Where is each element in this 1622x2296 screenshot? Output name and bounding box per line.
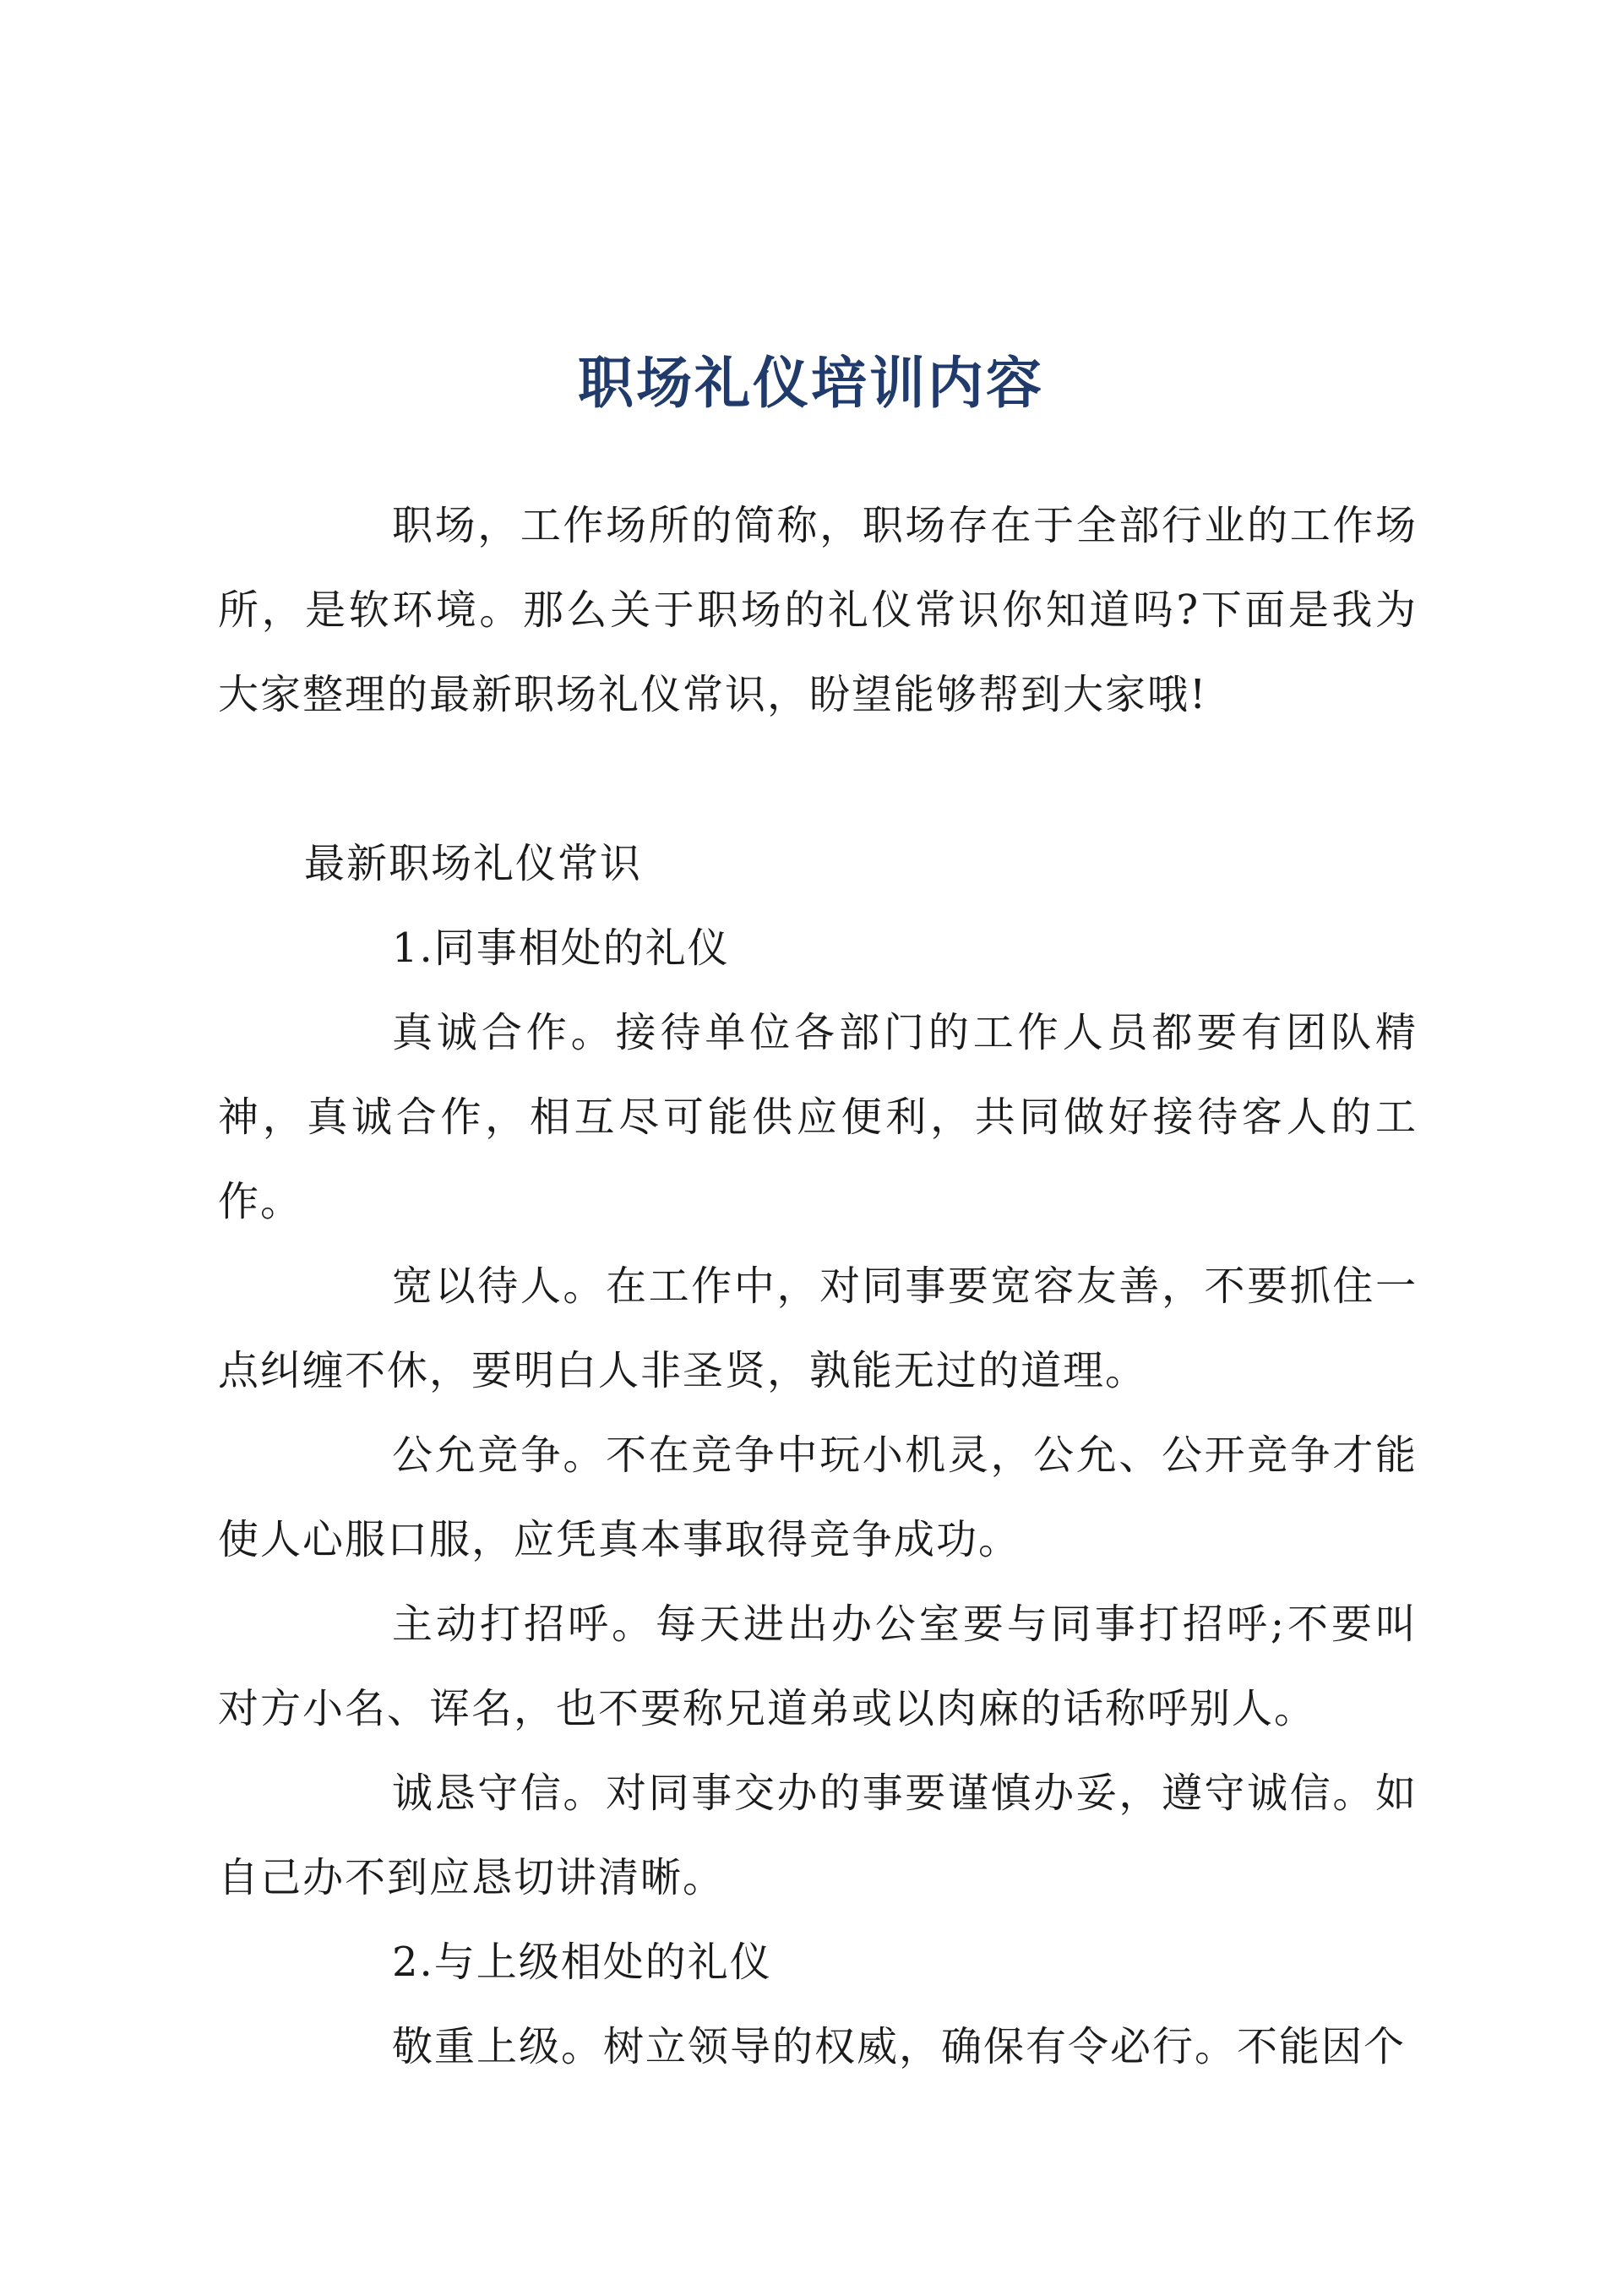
paragraph-fair-competition: 公允竞争。不在竞争中玩小机灵，公允、公开竞争才能使人心服口服，应凭真本事取得竞争成功。 (218, 1432, 1418, 1563)
intro-paragraph: 职场，工作场所的简称，职场存在于全部行业的工作场所，是软环境。那么关于职场的礼仪常识你知道吗?下面是我为大家整理的最新职场礼仪常识，盼望能够帮到大家哦! (218, 502, 1418, 718)
subsection-heading-1: 1.同事相处的礼仪 (392, 924, 730, 972)
paragraph-sincere-cooperation: 真诚合作。接待单位各部门的工作人员都要有团队精神，真诚合作，相互尽可能供应便利，共同做好接待客人的工作。 (218, 1009, 1418, 1225)
paragraph-spacer (218, 737, 1418, 821)
document-body (218, 483, 1418, 2089)
paragraph-honesty: 诚恳守信。对同事交办的事要谨慎办妥，遵守诚信。如自己办不到应恳切讲清晰。 (218, 1770, 1418, 1901)
section-heading: 最新职场礼仪常识 (304, 840, 643, 887)
paragraph-respect-superior: 敬重上级。树立领导的权威，确保有令必行。不能因个 (392, 2023, 1407, 2070)
subsection-heading-2: 2.与上级相处的礼仪 (392, 1939, 772, 1986)
paragraph-tolerance: 宽以待人。在工作中，对同事要宽容友善，不要抓住一点纠缠不休，要明白人非圣贤，孰能无过的道理。 (218, 1263, 1418, 1394)
paragraph-greeting: 主动打招呼。每天进出办公室要与同事打招呼;不要叫对方小名、诨名，也不要称兄道弟或以肉麻的话称呼别人。 (218, 1601, 1418, 1732)
document-title: 职场礼仪培训内容 (578, 350, 1044, 416)
